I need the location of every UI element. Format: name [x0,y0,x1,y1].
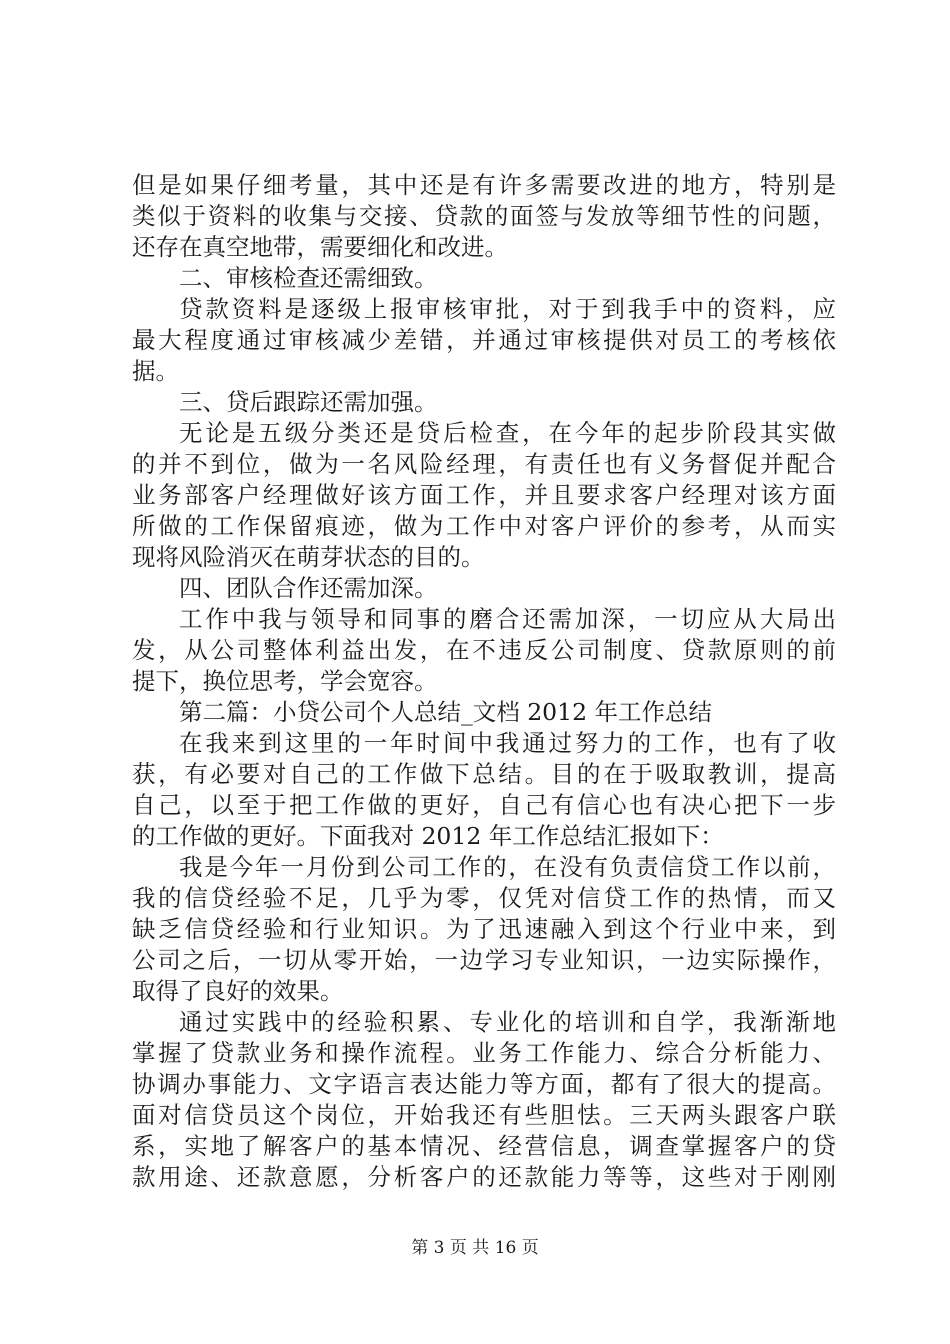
text-line: 工作中我与领导和同事的磨合还需加深，一切应从大局出 [179,605,836,633]
text-line: 最大程度通过审核减少差错，并通过审核提供对员工的考核依 [132,326,836,354]
text-line: 发，从公司整体利益出发，在不违反公司制度、贷款原则的前 [132,636,836,664]
text-line: 通过实践中的经验积累、专业化的培训和自学，我渐渐地 [179,1008,836,1036]
text-line: 的并不到位，做为一名风险经理，有责任也有义务督促并配合 [132,450,836,478]
text-line: 四、团队合作还需加深。 [179,574,438,602]
text-line: 自己，以至于把工作做的更好，自己有信心也有决心把下一步 [132,791,836,819]
text-line: 但是如果仔细考量，其中还是有许多需要改进的地方，特别是 [132,171,836,199]
text-line: 掌握了贷款业务和操作流程。业务工作能力、综合分析能力、 [132,1039,836,1067]
text-line: 款用途、还款意愿，分析客户的还款能力等等，这些对于刚刚 [132,1163,836,1191]
text-line: 的工作做的更好。下面我对 2012 年工作总结汇报如下： [132,822,724,850]
text-line: 三、贷后跟踪还需加强。 [179,388,438,416]
text-line: 获，有必要对自己的工作做下总结。目的在于吸取教训，提高 [132,760,836,788]
text-line: 二、审核检查还需细致。 [179,264,438,292]
text-line: 缺乏信贷经验和行业知识。为了迅速融入到这个行业中来，到 [132,915,836,943]
text-line: 类似于资料的收集与交接、贷款的面签与发放等细节性的问题， [132,202,836,230]
text-line: 协调办事能力、文字语言表达能力等方面，都有了很大的提高。 [132,1070,836,1098]
text-line: 所做的工作保留痕迹，做为工作中对客户评价的参考，从而实 [132,512,836,540]
text-line: 系，实地了解客户的基本情况、经营信息，调查掌握客户的贷 [132,1132,836,1160]
text-line: 现将风险消灭在萌芽状态的目的。 [132,543,485,571]
text-line: 面对信贷员这个岗位，开始我还有些胆怯。三天两头跟客户联 [132,1101,836,1129]
text-line: 还存在真空地带，需要细化和改进。 [132,233,508,261]
text-line: 业务部客户经理做好该方面工作，并且要求客户经理对该方面 [132,481,836,509]
text-line: 我的信贷经验不足，几乎为零，仅凭对信贷工作的热情，而又 [132,884,836,912]
text-line: 公司之后，一切从零开始，一边学习专业知识，一边实际操作， [132,946,836,974]
text-line: 无论是五级分类还是贷后检查，在今年的起步阶段其实做 [179,419,836,447]
document-body [132,170,836,1193]
text-line: 第二篇：小贷公司个人总结_文档 2012 年工作总结 [179,698,712,726]
page-footer: 第 3 页 共 16 页 [411,1238,539,1258]
text-line: 取得了良好的效果。 [132,977,344,1005]
text-line: 我是今年一月份到公司工作的，在没有负责信贷工作以前， [179,853,836,881]
text-line: 提下，换位思考，学会宽容。 [132,667,438,695]
text-line: 在我来到这里的一年时间中我通过努力的工作，也有了收 [179,729,836,757]
text-line: 贷款资料是逐级上报审核审批，对于到我手中的资料，应 [179,295,836,323]
text-line: 据。 [132,357,179,385]
